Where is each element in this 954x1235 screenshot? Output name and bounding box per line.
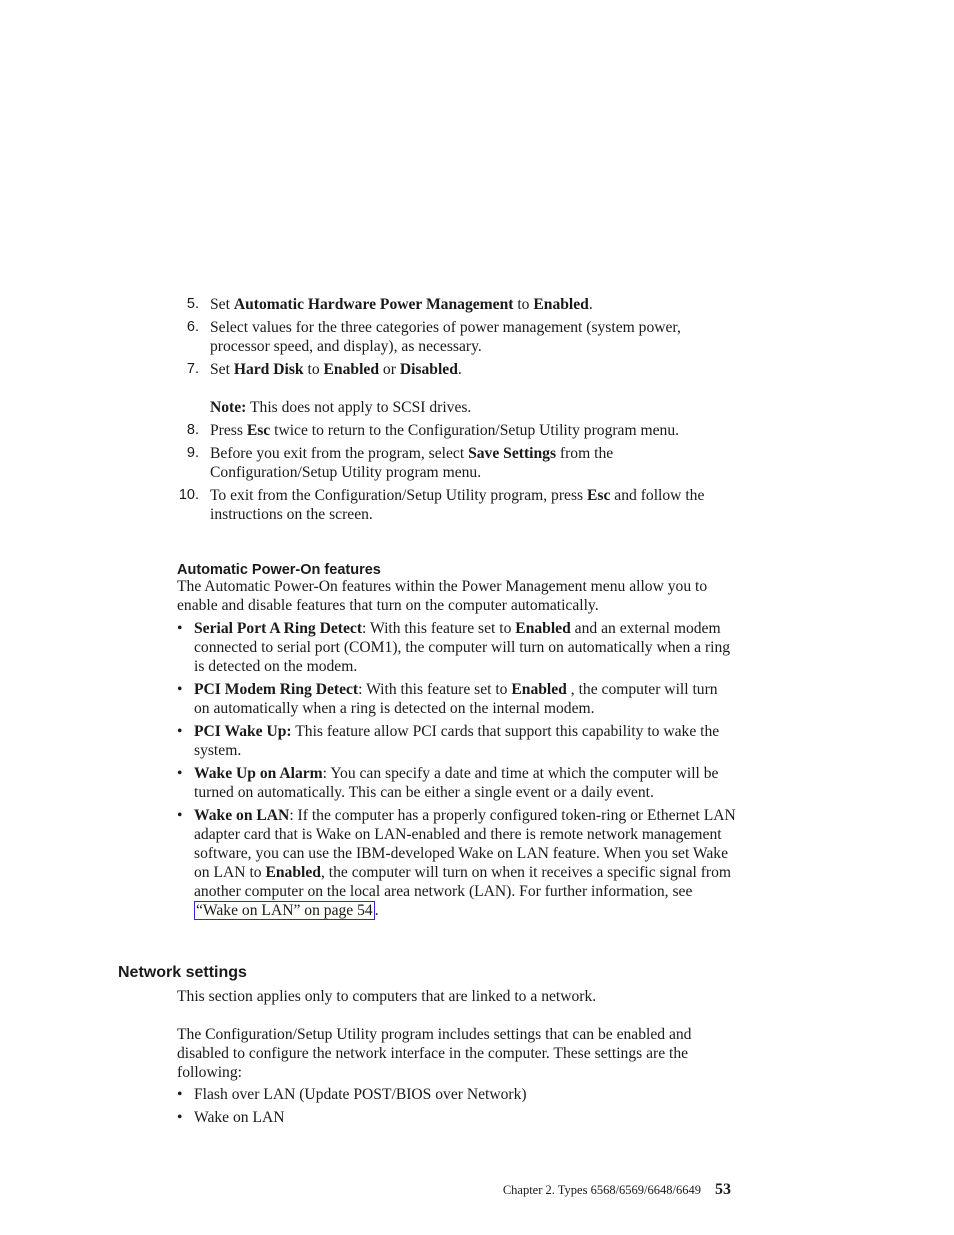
text-run: Before you exit from the program, select: [210, 445, 469, 462]
text-run: To exit from the Configuration/Setup Utility program, press: [210, 487, 587, 504]
step-number: 5.: [186, 296, 199, 312]
list-item: [177, 806, 737, 920]
text-run: and follow the instructions on the screen.: [210, 487, 705, 523]
list-item-text: [194, 806, 737, 920]
page-number: 53: [715, 1181, 731, 1198]
bold-term: Wake on LAN: [194, 807, 290, 824]
bold-term: Enabled: [511, 681, 567, 698]
step-item: [177, 360, 737, 417]
bullet-icon: •: [177, 1109, 183, 1126]
numbered-steps: [177, 295, 737, 528]
list-item: [177, 619, 737, 676]
auto-power-intro: The Automatic Power-On features within the Power Management menu allow you to enable and disable features that turn on the computer automatically.: [177, 578, 708, 614]
network-para-1: This section applies only to computers that are linked to a network.: [177, 988, 597, 1005]
footer-chapter: Chapter 2. Types 6568/6569/6648/6649: [502, 1183, 701, 1197]
text-run: to: [513, 296, 534, 313]
step-item: [177, 318, 737, 356]
text-run: .: [457, 361, 462, 378]
note-label: Note:: [210, 399, 247, 416]
bullet-icon: •: [177, 681, 183, 698]
text-run: or: [379, 361, 400, 378]
bullet-icon: •: [177, 723, 183, 740]
bold-term: PCI Modem Ring Detect: [194, 681, 359, 698]
list-item: [177, 680, 737, 718]
bold-term: Wake Up on Alarm: [194, 765, 323, 782]
text-run: Set: [210, 296, 234, 313]
section-heading-auto-power-on: Automatic Power-On features: [177, 562, 381, 578]
list-item: [177, 764, 737, 802]
bold-term: Esc: [587, 487, 611, 504]
text-run: , the computer will turn on when it receives a specific signal from another computer on the local area network (LAN). For further information, see: [194, 864, 732, 900]
text-run: , the computer will turn on automatically when a ring is detected on the internal modem.: [194, 681, 718, 717]
text-run: : With this feature set to: [362, 620, 516, 637]
text-run: .: [588, 296, 593, 313]
page-footer: [503, 1180, 731, 1200]
step-item: [177, 421, 737, 440]
step-item: [177, 295, 737, 314]
list-item: [177, 1108, 737, 1127]
step-item: [177, 444, 737, 482]
bold-term: Disabled: [399, 361, 458, 378]
text-run: Select values for the three categories of power management (system power, processor speed, and display), as necessary.: [210, 319, 681, 355]
bold-term: PCI Wake Up:: [194, 723, 292, 740]
step-text: [210, 486, 737, 524]
bold-term: Enabled: [533, 296, 589, 313]
list-item-text: Flash over LAN (Update POST/BIOS over Network): [194, 1086, 527, 1103]
bullet-icon: •: [177, 807, 183, 824]
step-number: 10.: [178, 487, 199, 503]
step-text: [210, 444, 737, 482]
network-settings-list: [177, 1085, 737, 1131]
step-text: [210, 318, 737, 356]
bold-term: Hard Disk: [233, 361, 304, 378]
cross-reference-link[interactable]: “Wake on LAN” on page 54: [196, 902, 373, 919]
step-text: [210, 295, 737, 314]
bold-term: Serial Port A Ring Detect: [194, 620, 363, 637]
bold-term: Enabled: [515, 620, 571, 637]
step-number: 9.: [186, 445, 199, 461]
text-run: : You can specify a date and time at which the computer will be turned on automatically. This can be either a single event or a daily event.: [194, 765, 719, 801]
text-run: Press: [210, 422, 247, 439]
list-item: [177, 722, 737, 760]
text-run: : If the computer has a properly configured token-ring or Ethernet LAN adapter card that is Wake on LAN-enabled and there is remote network management software, you can use the IBM-developed Wake on LAN feature. When you set Wake on LAN to: [194, 807, 736, 881]
list-item-text: Wake on LAN: [194, 1109, 285, 1126]
text-run: from the Configuration/Setup Utility program menu.: [210, 445, 614, 481]
text-run: .: [374, 902, 379, 919]
list-item-text: [194, 619, 737, 676]
text-run: and an external modem connected to serial port (COM1), the computer will turn on automatically when a ring is detected on the modem.: [194, 620, 731, 675]
note: [210, 398, 737, 417]
step-number: 8.: [186, 422, 199, 438]
text-run: : With this feature set to: [358, 681, 512, 698]
bullet-icon: •: [177, 765, 183, 782]
list-item-text: [194, 764, 737, 802]
auto-power-feature-list: [177, 619, 737, 924]
text-run: twice to return to the Configuration/Setup Utility program menu.: [270, 422, 680, 439]
bold-term: Esc: [246, 422, 271, 439]
note-text: This does not apply to SCSI drives.: [246, 399, 472, 416]
bold-term: Save Settings: [468, 445, 557, 462]
text-run: Set: [210, 361, 234, 378]
bold-term: Enabled: [323, 361, 380, 378]
bullet-icon: •: [177, 620, 183, 637]
bold-term: Enabled: [265, 864, 321, 881]
list-item: [177, 1085, 737, 1104]
bullet-icon: •: [177, 1086, 183, 1103]
step-text: [210, 360, 737, 379]
step-item: [177, 486, 737, 524]
section-heading-network-settings: Network settings: [118, 964, 247, 981]
text-run: This feature allow PCI cards that support this capability to wake the system.: [194, 723, 720, 759]
bold-term: Automatic Hardware Power Management: [233, 296, 514, 313]
text-run: to: [303, 361, 324, 378]
step-text: [210, 421, 737, 440]
list-item-text: [194, 722, 737, 760]
network-para-2: The Configuration/Setup Utility program includes settings that can be enabled and disabled to configure the network interface in the computer. These settings are the following:: [177, 1026, 692, 1081]
step-number: 7.: [186, 361, 199, 377]
step-number: 6.: [186, 319, 199, 335]
list-item-text: [194, 680, 737, 718]
